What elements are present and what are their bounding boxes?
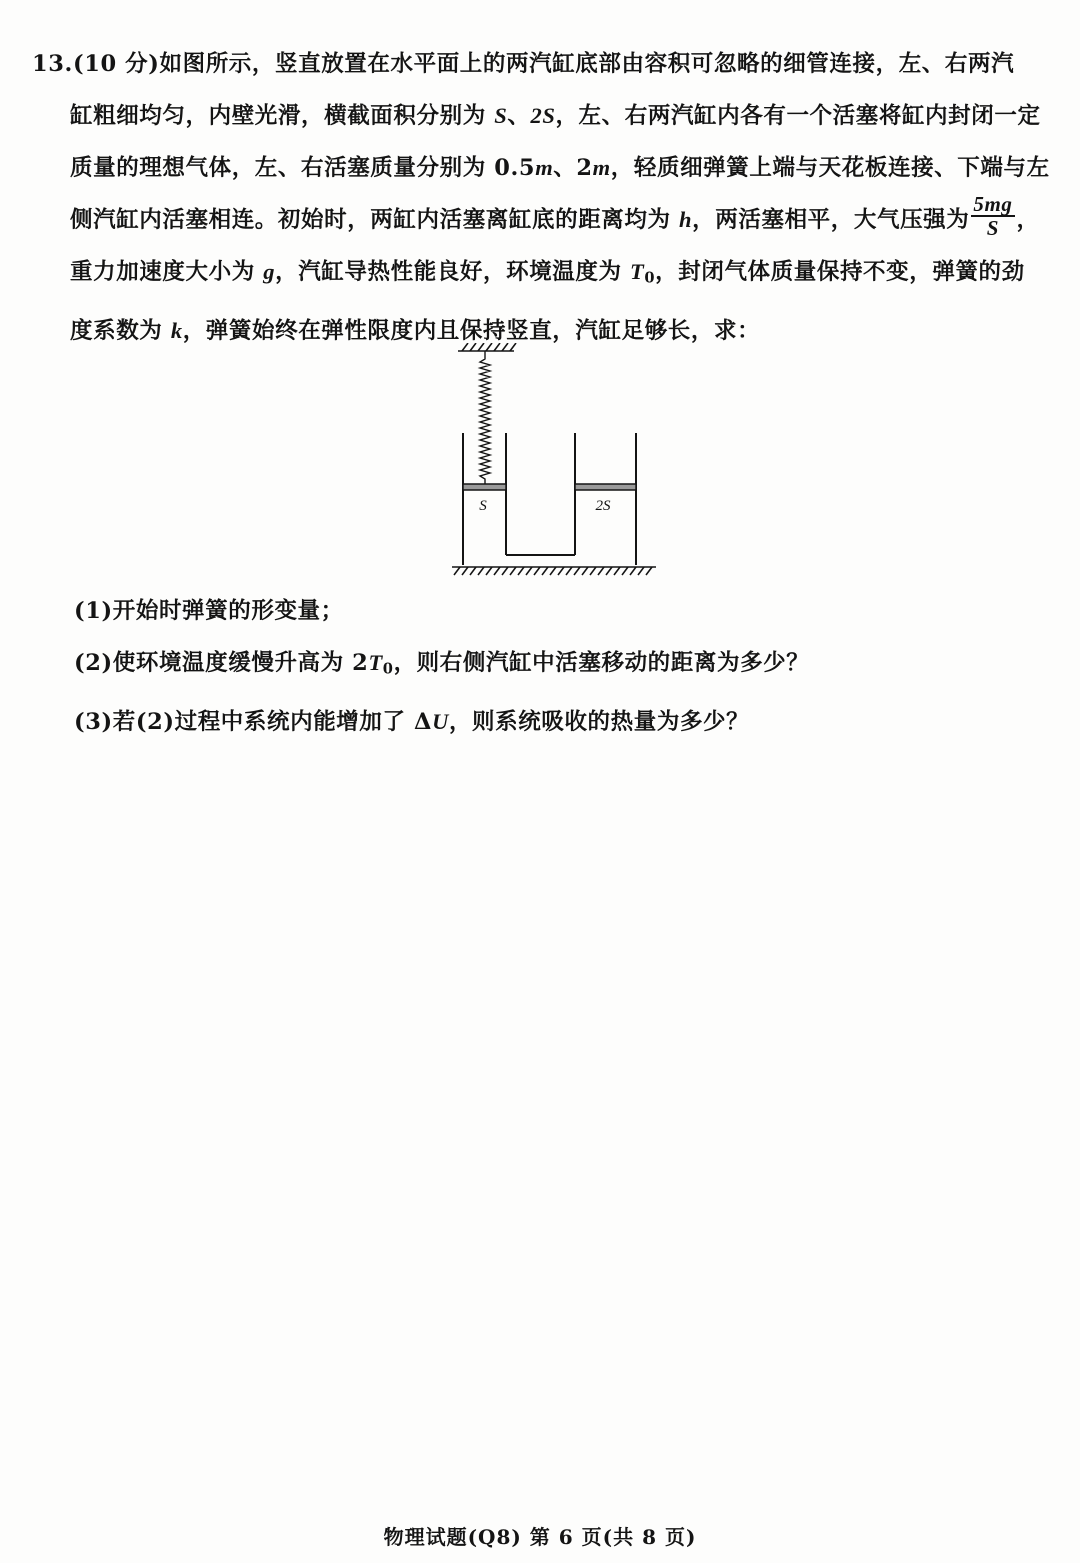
var-area-right: 2S <box>530 103 556 128</box>
question-2 <box>74 637 1034 696</box>
problem-text: ，轻质细弹簧上端与天花板连接、下端与左 <box>610 155 1050 181</box>
ceiling <box>458 343 516 351</box>
page-footer: 物理试题(Q8) 第 6 页(共 8 页) <box>383 1525 697 1549</box>
question-text: (2)使环境温度缓慢升高为 2 <box>74 650 369 676</box>
question-text: (3)若(2)过程中系统内能增加了 Δ <box>74 708 433 735</box>
problem-number: 13. <box>32 51 73 77</box>
question-3 <box>74 696 1034 748</box>
problem-text: ， <box>1016 207 1040 233</box>
var-mass-left: m <box>535 155 554 180</box>
problem-line-2 <box>32 90 1042 142</box>
problem-text: ，封闭气体质量保持不变，弹簧的劲 <box>655 259 1025 285</box>
temperature-subscript: 0 <box>382 660 394 678</box>
problem-line-1 <box>32 38 1042 90</box>
problem-text: 重力加速度大小为 <box>70 259 264 285</box>
spring <box>480 351 490 484</box>
problem-text: ，弹簧始终在弹性限度内且保持竖直，汽缸足够长，求： <box>182 317 761 344</box>
separator: 、 <box>553 155 577 181</box>
problem-points: (10 分) <box>72 51 160 77</box>
problem-line-3 <box>32 142 1050 194</box>
ground <box>452 567 656 575</box>
var-internal-energy: U <box>432 708 449 734</box>
pressure-fraction <box>971 193 1014 239</box>
problem-text: ，汽缸导热性能良好，环境温度为 <box>275 259 631 285</box>
var-spring-constant: k <box>170 317 183 343</box>
problem-text: 缸粗细均匀，内壁光滑，横截面积分别为 <box>70 103 495 129</box>
problem-text: 如图所示，竖直放置在水平面上的两汽缸底部由容积可忽略的细管连接，左、右两汽 <box>159 51 1015 77</box>
piston-right <box>575 484 636 490</box>
cylinder-diagram <box>448 343 660 578</box>
question-1: (1)开始时弹簧的形变量； <box>74 598 344 624</box>
problem-line-5 <box>32 246 1042 305</box>
label-area-left: S <box>479 498 487 514</box>
problem-text: ，两活塞相平，大气压强为 <box>692 207 970 233</box>
question-text: ，则右侧汽缸中活塞移动的距离为多少？ <box>393 650 810 676</box>
question-text: ，则系统吸收的热量为多少？ <box>448 708 750 735</box>
var-temperature: T <box>630 259 645 284</box>
problem-text: 度系数为 <box>70 317 171 344</box>
fraction-numerator: 5mg <box>973 192 1013 216</box>
var-gravity: g <box>263 259 276 284</box>
mass-right-coef: 2 <box>576 155 593 181</box>
problem-text: 侧汽缸内活塞相连。初始时，两缸内活塞离缸底的距离均为 <box>70 207 680 233</box>
var-height: h <box>679 207 693 232</box>
var-temperature: T <box>368 650 383 675</box>
sub-questions <box>74 585 1034 748</box>
piston-left <box>463 484 506 490</box>
mass-left-coef: 0.5 <box>494 155 536 181</box>
fraction-denominator: S <box>986 216 1000 240</box>
temperature-subscript: 0 <box>644 269 656 287</box>
problem-line-4 <box>32 194 1042 246</box>
problem-text: ，左、右两汽缸内各有一个活塞将缸内封闭一定 <box>555 103 1041 129</box>
problem-statement <box>32 38 1050 357</box>
var-area-left: S <box>494 103 508 128</box>
var-mass-right: m <box>592 155 611 180</box>
problem-text: 质量的理想气体，左、右活塞质量分别为 <box>70 155 495 181</box>
label-area-right: 2S <box>595 498 611 514</box>
separator: 、 <box>507 103 531 129</box>
